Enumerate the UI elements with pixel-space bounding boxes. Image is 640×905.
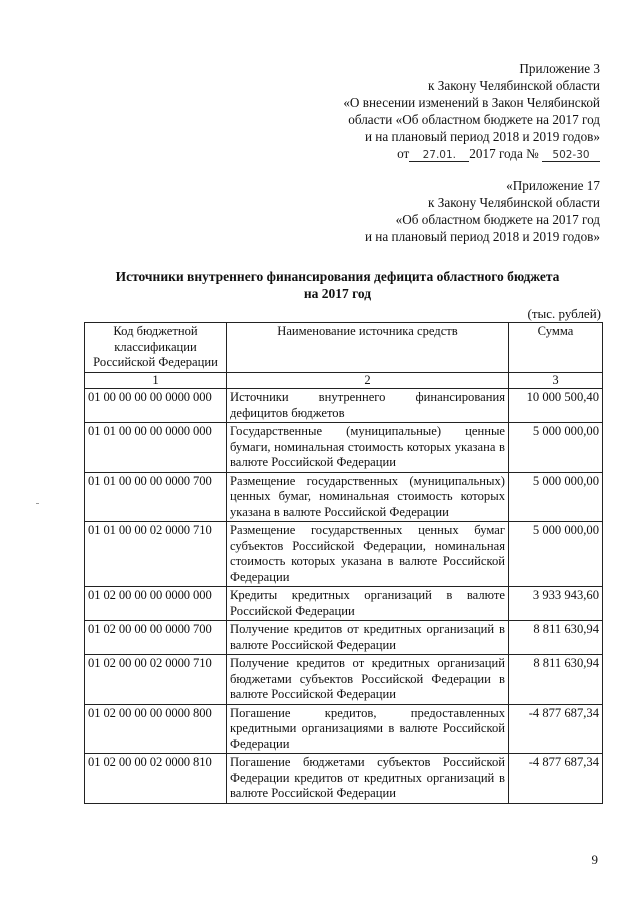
appendix-3-line1: Приложение 3 [519, 61, 600, 76]
row-sum: 8 811 630,94 [509, 655, 603, 705]
row-code: 01 01 00 00 02 0000 710 [85, 522, 227, 587]
date-suffix: 2017 года № [469, 146, 539, 161]
table-header-row [85, 323, 603, 373]
column-number-3: 3 [509, 372, 603, 389]
table-row [85, 389, 603, 423]
table-row [85, 522, 603, 587]
row-name: Получение кредитов от кредитных организаций в валюте Российской Федерации [227, 621, 509, 655]
appendix-3-header [343, 60, 600, 162]
row-sum: 10 000 500,40 [509, 389, 603, 423]
law-number-field: 502-30 [542, 149, 600, 162]
table-row [85, 472, 603, 522]
row-sum: 5 000 000,00 [509, 472, 603, 522]
row-code: 01 02 00 00 00 0000 700 [85, 621, 227, 655]
table-row [85, 587, 603, 621]
row-sum: 8 811 630,94 [509, 621, 603, 655]
title-line2: на 2017 год [303, 286, 372, 301]
column-number-1: 1 [85, 372, 227, 389]
row-name: Размещение государственных ценных бумаг субъектов Российской Федерации, номинальная стоимость которых указана в валюте Российской Федерации [227, 522, 509, 587]
row-name: Размещение государственных (муниципальных) ценных бумаг, номинальная стоимость которых указана в валюте Российской Федерации [227, 472, 509, 522]
appendix-17-line4: и на плановый период 2018 и 2019 годов» [364, 229, 600, 244]
appendix-17-line1: «Приложение 17 [506, 178, 600, 193]
row-name: Источники внутреннего финансирования дефицитов бюджетов [227, 389, 509, 423]
title-line1: Источники внутреннего финансирования дефицита областного бюджета [115, 269, 560, 284]
row-code: 01 00 00 00 00 0000 000 [85, 389, 227, 423]
row-code: 01 02 00 00 00 0000 000 [85, 587, 227, 621]
table-row [85, 704, 603, 754]
row-sum: 3 933 943,60 [509, 587, 603, 621]
header-code: Код бюджетной классификации Российской Федерации [85, 323, 227, 373]
column-number-2: 2 [227, 372, 509, 389]
table-row [85, 655, 603, 705]
header-sum: Сумма [509, 323, 603, 373]
row-sum: -4 877 687,34 [509, 754, 603, 804]
row-code: 01 01 00 00 00 0000 000 [85, 423, 227, 473]
row-name: Погашение бюджетами субъектов Российской Федерации кредитов от кредитных организаций в валюте Российской Федерации [227, 754, 509, 804]
row-sum: 5 000 000,00 [509, 522, 603, 587]
appendix-17-line2: к Закону Челябинской области [428, 195, 600, 210]
law-date-field: 27.01. [409, 149, 469, 162]
appendix-3-line5: и на плановый период 2018 и 2019 годов» [364, 129, 600, 144]
header-name: Наименование источника средств [227, 323, 509, 373]
appendix-3-line3: «О внесении изменений в Закон Челябинской [343, 95, 600, 110]
appendix-17-header [365, 177, 600, 245]
appendix-17-line3: «Об областном бюджете на 2017 год [395, 212, 600, 227]
row-sum: -4 877 687,34 [509, 704, 603, 754]
financing-sources-table [84, 322, 603, 804]
row-sum: 5 000 000,00 [509, 423, 603, 473]
table-row [85, 423, 603, 473]
column-number-row [85, 372, 603, 389]
row-name: Погашение кредитов, предоставленных кредитными организациями в валюте Российской Федерации [227, 704, 509, 754]
margin-mark [36, 503, 39, 504]
appendix-3-line4: области «Об областном бюджете на 2017 год [348, 112, 600, 127]
row-name: Получение кредитов от кредитных организаций бюджетами субъектов Российской Федерации в валюте Российской Федерации [227, 655, 509, 705]
row-code: 01 02 00 00 02 0000 810 [85, 754, 227, 804]
row-name: Кредиты кредитных организаций в валюте Российской Федерации [227, 587, 509, 621]
row-code: 01 02 00 00 02 0000 710 [85, 655, 227, 705]
table-row [85, 621, 603, 655]
table-row [85, 754, 603, 804]
row-code: 01 01 00 00 00 0000 700 [85, 472, 227, 522]
document-title [60, 268, 615, 302]
appendix-3-line2: к Закону Челябинской области [428, 78, 600, 93]
row-name: Государственные (муниципальные) ценные бумаги, номинальная стоимость которых указана в валюте Российской Федерации [227, 423, 509, 473]
page-number: 9 [591, 852, 598, 867]
units-label: (тыс. рублей) [527, 306, 601, 321]
row-code: 01 02 00 00 00 0000 800 [85, 704, 227, 754]
law-date-number-line [343, 145, 600, 162]
date-prefix: от [397, 146, 410, 161]
